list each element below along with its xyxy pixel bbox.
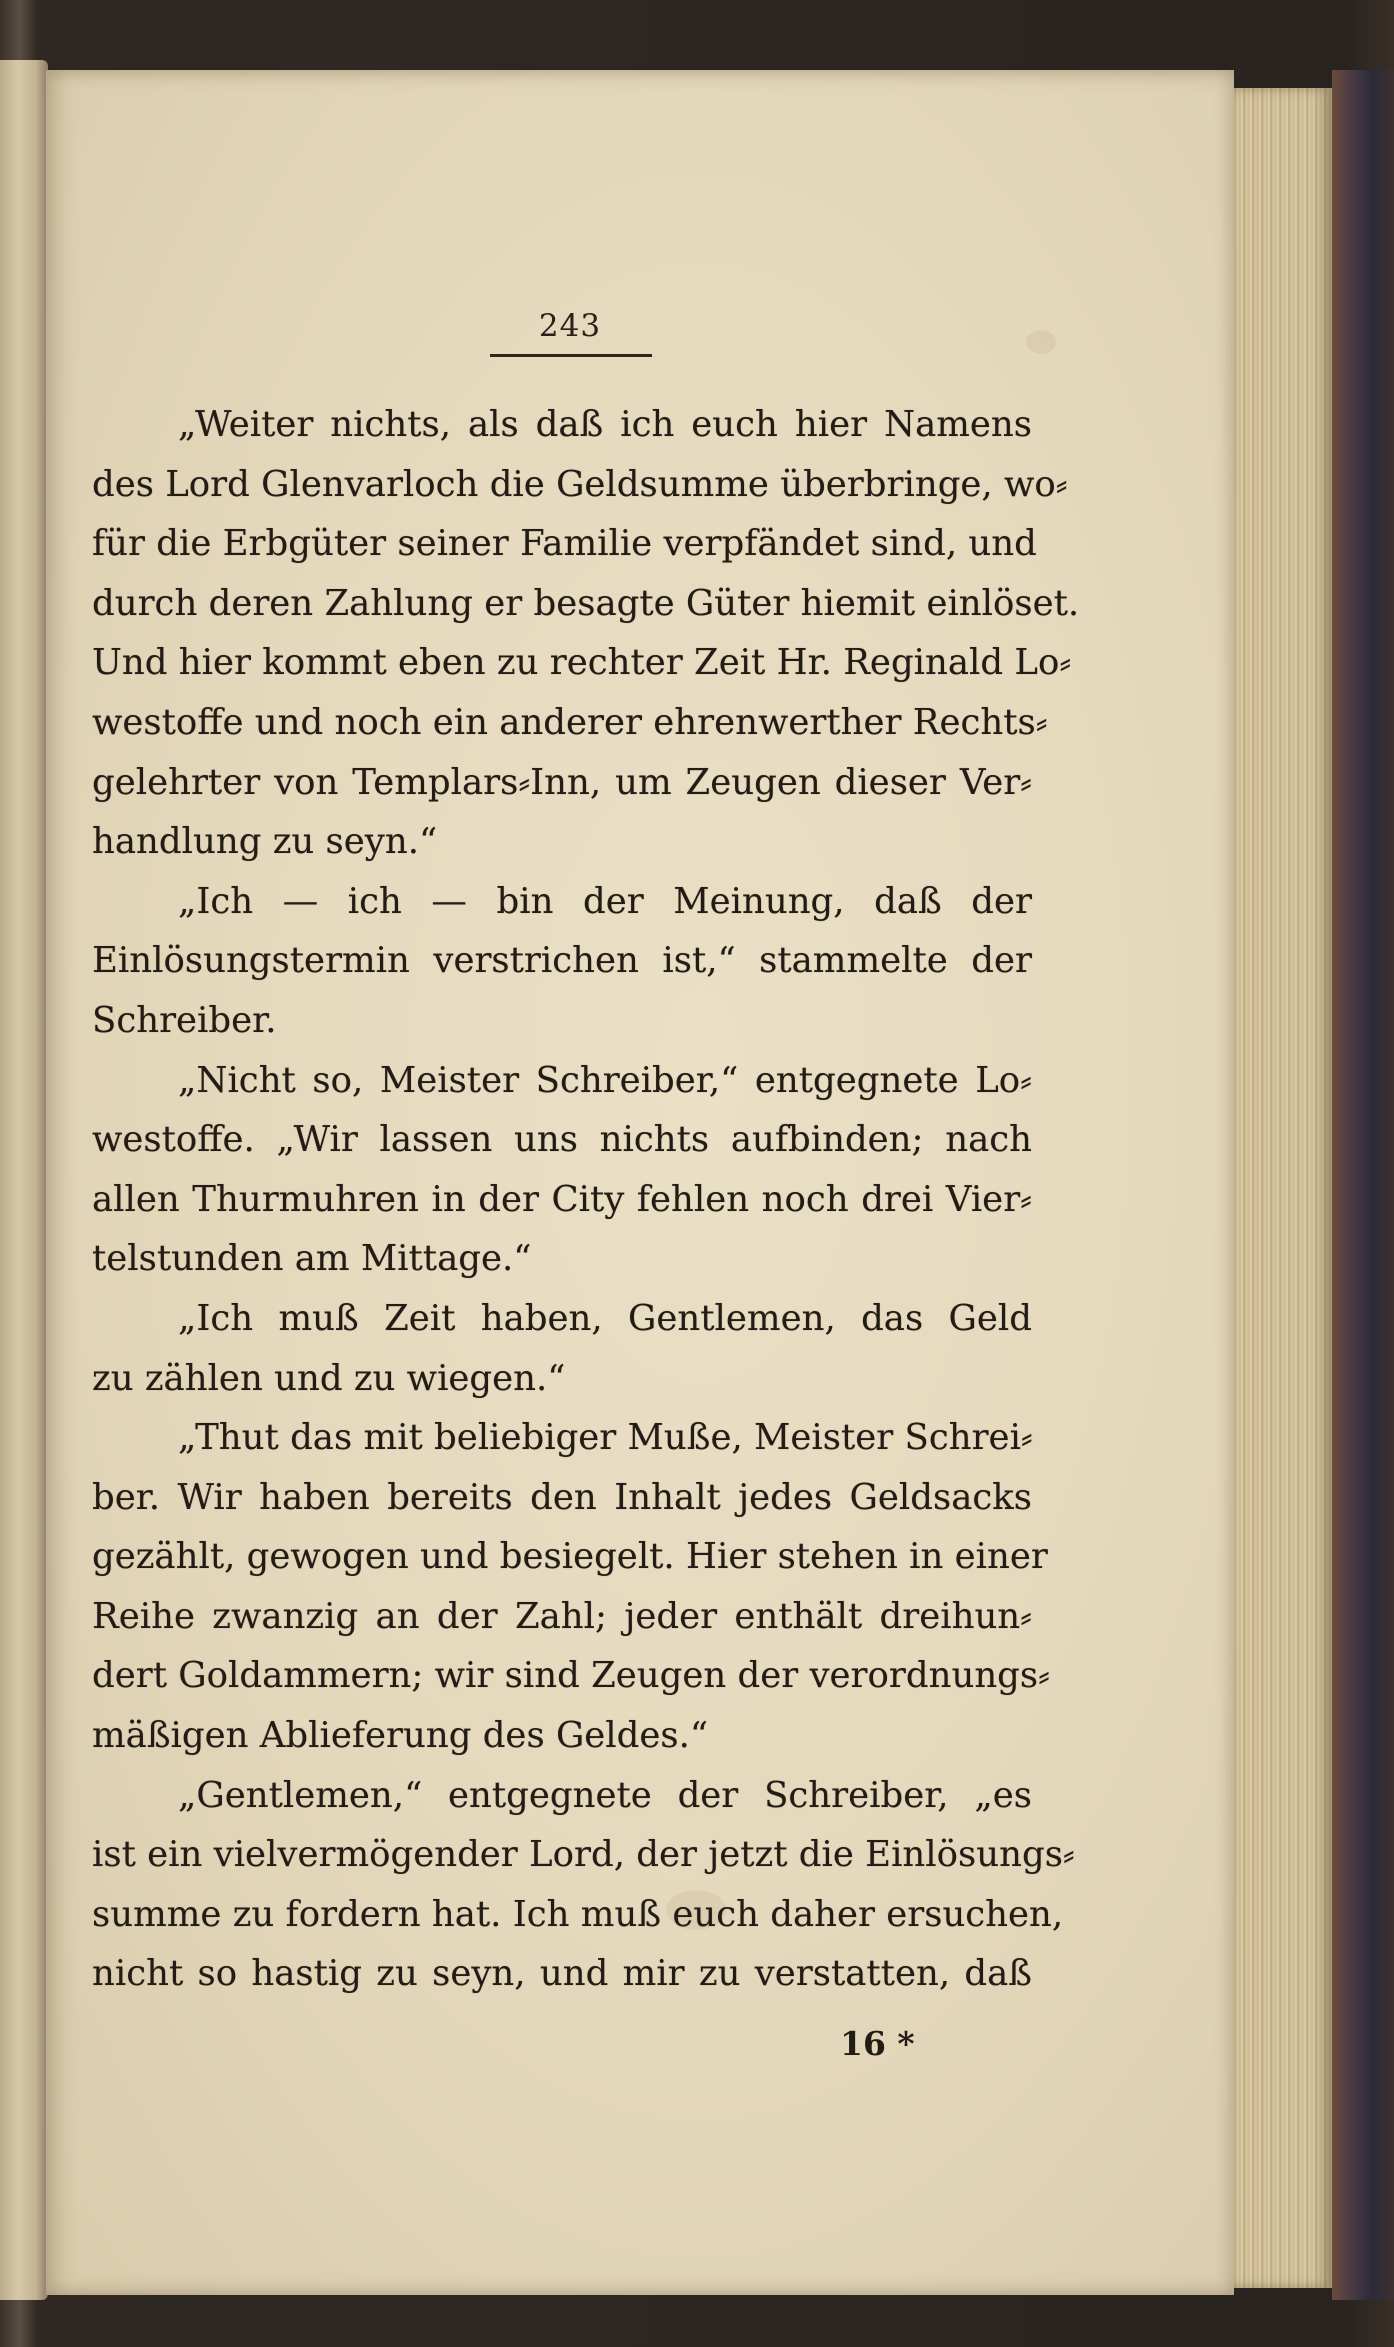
text-line: „Ich muß Zeit haben, Gentlemen, das Geld — [178, 1297, 1032, 1339]
text-line: des Lord Glenvarloch die Geldsumme überbringe, wo⸗ — [92, 463, 1068, 505]
facing-page-edge — [0, 60, 48, 2300]
text-line: ist ein vielvermögender Lord, der jetzt die Einlösungs⸗ — [92, 1834, 1075, 1876]
text-line: summe zu fordern hat. Ich muß euch daher ersuchen, — [92, 1893, 1064, 1935]
text-line: Einlösungstermin verstrichen ist,“ stammelte der — [92, 940, 1032, 982]
text-line: ber. Wir haben bereits den Inhalt jedes Geldsacks — [92, 1476, 1032, 1518]
signature-mark: 16 * — [840, 2024, 915, 2063]
text-line: „Gentlemen,“ entgegnete der Schreiber, „es — [178, 1774, 1032, 1816]
text-line: zu zählen und zu wiegen.“ — [92, 1357, 566, 1399]
text-line: allen Thurmuhren in der City fehlen noch drei Vier⸗ — [92, 1178, 1032, 1220]
text-line: „Weiter nichts, als daß ich euch hier Namens — [178, 404, 1032, 445]
text-line: für die Erbgüter seiner Familie verpfändet sind, und — [92, 523, 1037, 565]
text-line: „Ich — ich — bin der Meinung, daß der — [178, 880, 1032, 922]
page-block-edges — [1228, 88, 1332, 2288]
paper-stain — [1026, 330, 1056, 354]
book-cover-edge — [1332, 70, 1394, 2300]
text-line: westoffe und noch ein anderer ehrenwerther Rechts⸗ — [92, 701, 1048, 743]
text-line: nicht so hastig zu seyn, und mir zu verstatten, daß — [92, 1953, 1032, 1995]
header-rule — [490, 354, 652, 357]
text-line: gezählt, gewogen und besiegelt. Hier stehen in einer — [92, 1536, 1048, 1578]
text-line: handlung zu seyn.“ — [92, 821, 438, 863]
text-line: „Thut das mit beliebiger Muße, Meister Schrei⸗ — [178, 1417, 1033, 1459]
text-line: dert Goldammern; wir sind Zeugen der verordnungs⸗ — [92, 1655, 1050, 1697]
text-line: gelehrter von Templars⸗Inn, um Zeugen dieser Ver⸗ — [92, 761, 1032, 803]
text-line: mäßigen Ablieferung des Geldes.“ — [92, 1715, 709, 1757]
page-number: 243 — [538, 308, 602, 344]
page-header — [490, 308, 650, 357]
text-line: Reihe zwanzig an der Zahl; jeder enthält dreihun⸗ — [92, 1595, 1032, 1637]
text-line: westoffe. „Wir lassen uns nichts aufbinden; nach — [92, 1119, 1032, 1161]
text-line: telstunden am Mittage.“ — [92, 1238, 532, 1280]
text-line: „Nicht so, Meister Schreiber,“ entgegnete Lo⸗ — [178, 1059, 1032, 1101]
text-line: durch deren Zahlung er besagte Güter hiemit einlöset. — [92, 582, 1080, 624]
text-line: Schreiber. — [92, 999, 277, 1041]
text-line: Und hier kommt eben zu rechter Zeit Hr. Reginald Lo⸗ — [92, 642, 1072, 684]
body-text — [92, 395, 1080, 2004]
